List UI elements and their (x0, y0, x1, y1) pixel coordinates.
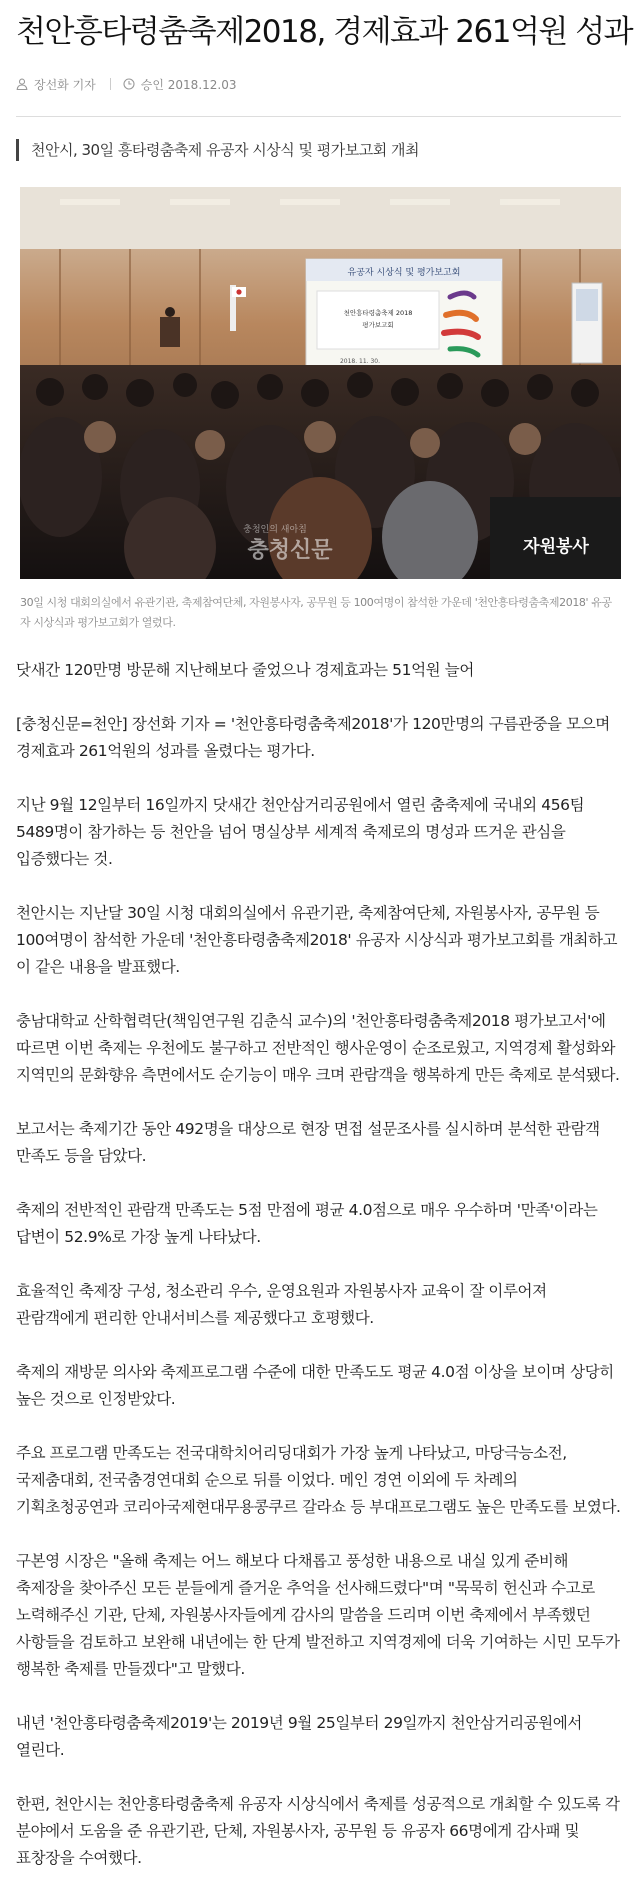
screen-date: 2018. 11. 30. (339, 358, 381, 365)
meta-divider (110, 78, 111, 90)
article-paragraph: 지난 9월 12일부터 16일까지 닷새간 천안삼거리공원에서 열린 춤축제에 국내외 456팀 5489명이 참가하는 등 천안을 넘어 명실상부 세계적 축제로의 명성과 뜨거운 관심을 입증했다는 것. (16, 796, 585, 868)
article-meta (16, 74, 621, 94)
article-paragraph: 충남대학교 산학협력단(책임연구원 김춘식 교수)의 '천안흥타령춤축제2018 평가보고서'에 따르면 이번 축제는 우천에도 불구하고 전반적인 행사운영이 순조로웠고, 지역경제 활성화와 지역민의 문화향유 측면에서도 순기능이 매우 크며 관람객을 행복하게 만든 축제로 분석됐다. (16, 1012, 620, 1084)
article-paragraph: 구본영 시장은 "올해 축제는 어느 해보다 다채롭고 풍성한 내용으로 내실 있게 준비해 축제장을 찾아주신 모든 분들에게 즐거운 추억을 선사해드렸다"며 "묵묵히 헌신과 수고로 노력해주신 기관, 단체, 자원봉사자들에게 감사의 말씀을 드리며 이번 축제에서 부족했던 사항들을 검토하고 보완해 내년에는 한 단계 발전하고 지역경제에 더욱 기여하는 시민 모두가 행복한 축제를 만들겠다"고 말했다. (16, 1552, 620, 1678)
title-divider (16, 116, 621, 117)
article-paragraph: [충청신문=천안] 장선화 기자 = '천안흥타령춤축제2018'가 120만명의 구름관중을 모으며 경제효과 261억원의 성과를 올렸다는 평가다. (16, 715, 610, 760)
article-title: 천안흥타령춤축제2018, 경제효과 261억원 성과 (16, 14, 633, 50)
article-body (16, 657, 621, 1872)
photo-caption: 30일 시청 대회의실에서 유관기관, 축제참여단체, 자원봉사자, 공무원 등 100여명이 참석한 가운데 '천안흥타령춤축제2018' 유공자 시상식과 평가보고회가 열렸다. (20, 596, 612, 629)
article-paragraph: 내년 '천안흥타령춤축제2019'는 2019년 9월 25일부터 29일까지 천안삼거리공원에서 열린다. (16, 1714, 582, 1759)
article-paragraph: 주요 프로그램 만족도는 전국대학치어리딩대회가 가장 높게 나타났고, 마당극능소전, 국제춤대회, 전국춤경연대회 순으로 뒤를 이었다. 메인 경연 이외에 두 차례의 기획초청공연과 코리아국제현대무용콩쿠르 갈라쇼 등 부대프로그램도 높은 만족도를 보였다. (16, 1444, 621, 1516)
screen-line-2: 평가보고회 (362, 321, 394, 329)
user-icon (16, 78, 28, 90)
watermark-slogan: 충청인의 새아침 (243, 525, 307, 535)
article-paragraph: 축제의 전반적인 관람객 만족도는 5점 만점에 평균 4.0점으로 매우 우수하며 '만족'이라는 답변이 52.9%로 가장 높게 나타났다. (16, 1201, 598, 1246)
watermark-name: 충청신문 (247, 538, 333, 563)
reporter-name: 장선화 기자 (34, 77, 96, 92)
article-paragraph: 한편, 천안시는 천안흥타령춤축제 유공자 시상식에서 축제를 성공적으로 개최할 수 있도록 각 분야에서 도움을 준 유관기관, 단체, 자원봉사자, 공무원 등 유공자 66명에게 감사패 및 표창장을 수여했다. (16, 1795, 620, 1867)
article-paragraph: 축제의 재방문 의사와 축제프로그램 수준에 대한 만족도도 평균 4.0점 이상을 보이며 상당히 높은 것으로 인정받았다. (16, 1363, 614, 1408)
vest-lettering: 자원봉사 (523, 537, 589, 557)
article-paragraph: 닷새간 120만명 방문해 지난해보다 줄었으나 경제효과는 51억원 늘어 (16, 661, 474, 679)
screen-title: 유공자 시상식 및 평가보고회 (347, 268, 461, 278)
screen-line-1: 천안흥타령춤축제 2018 (343, 309, 413, 317)
article-photo[interactable] (20, 187, 621, 579)
article-paragraph: 효율적인 축제장 구성, 청소관리 우수, 운영요원과 자원봉사자 교육이 잘 이루어져 관람객에게 편리한 안내서비스를 제공했다고 호평했다. (16, 1282, 547, 1327)
article-subtitle: 천안시, 30일 흥타령춤축제 유공자 시상식 및 평가보고회 개최 (16, 139, 621, 161)
clock-icon (123, 78, 135, 90)
photo-illustration (20, 187, 621, 579)
article-paragraph: 보고서는 축제기간 동안 492명을 대상으로 현장 면접 설문조사를 실시하며 분석한 관람객 만족도 등을 담았다. (16, 1120, 600, 1165)
approval-date: 승인 2018.12.03 (140, 77, 237, 92)
approval-info (123, 76, 237, 93)
reporter-info[interactable] (16, 76, 96, 93)
article-paragraph: 천안시는 지난달 30일 시청 대회의실에서 유관기관, 축제참여단체, 자원봉사자, 공무원 등 100여명이 참석한 가운데 '천안흥타령춤축제2018' 유공자 시상식과 평가보고회를 개최하고 이 같은 내용을 발표했다. (16, 904, 618, 976)
